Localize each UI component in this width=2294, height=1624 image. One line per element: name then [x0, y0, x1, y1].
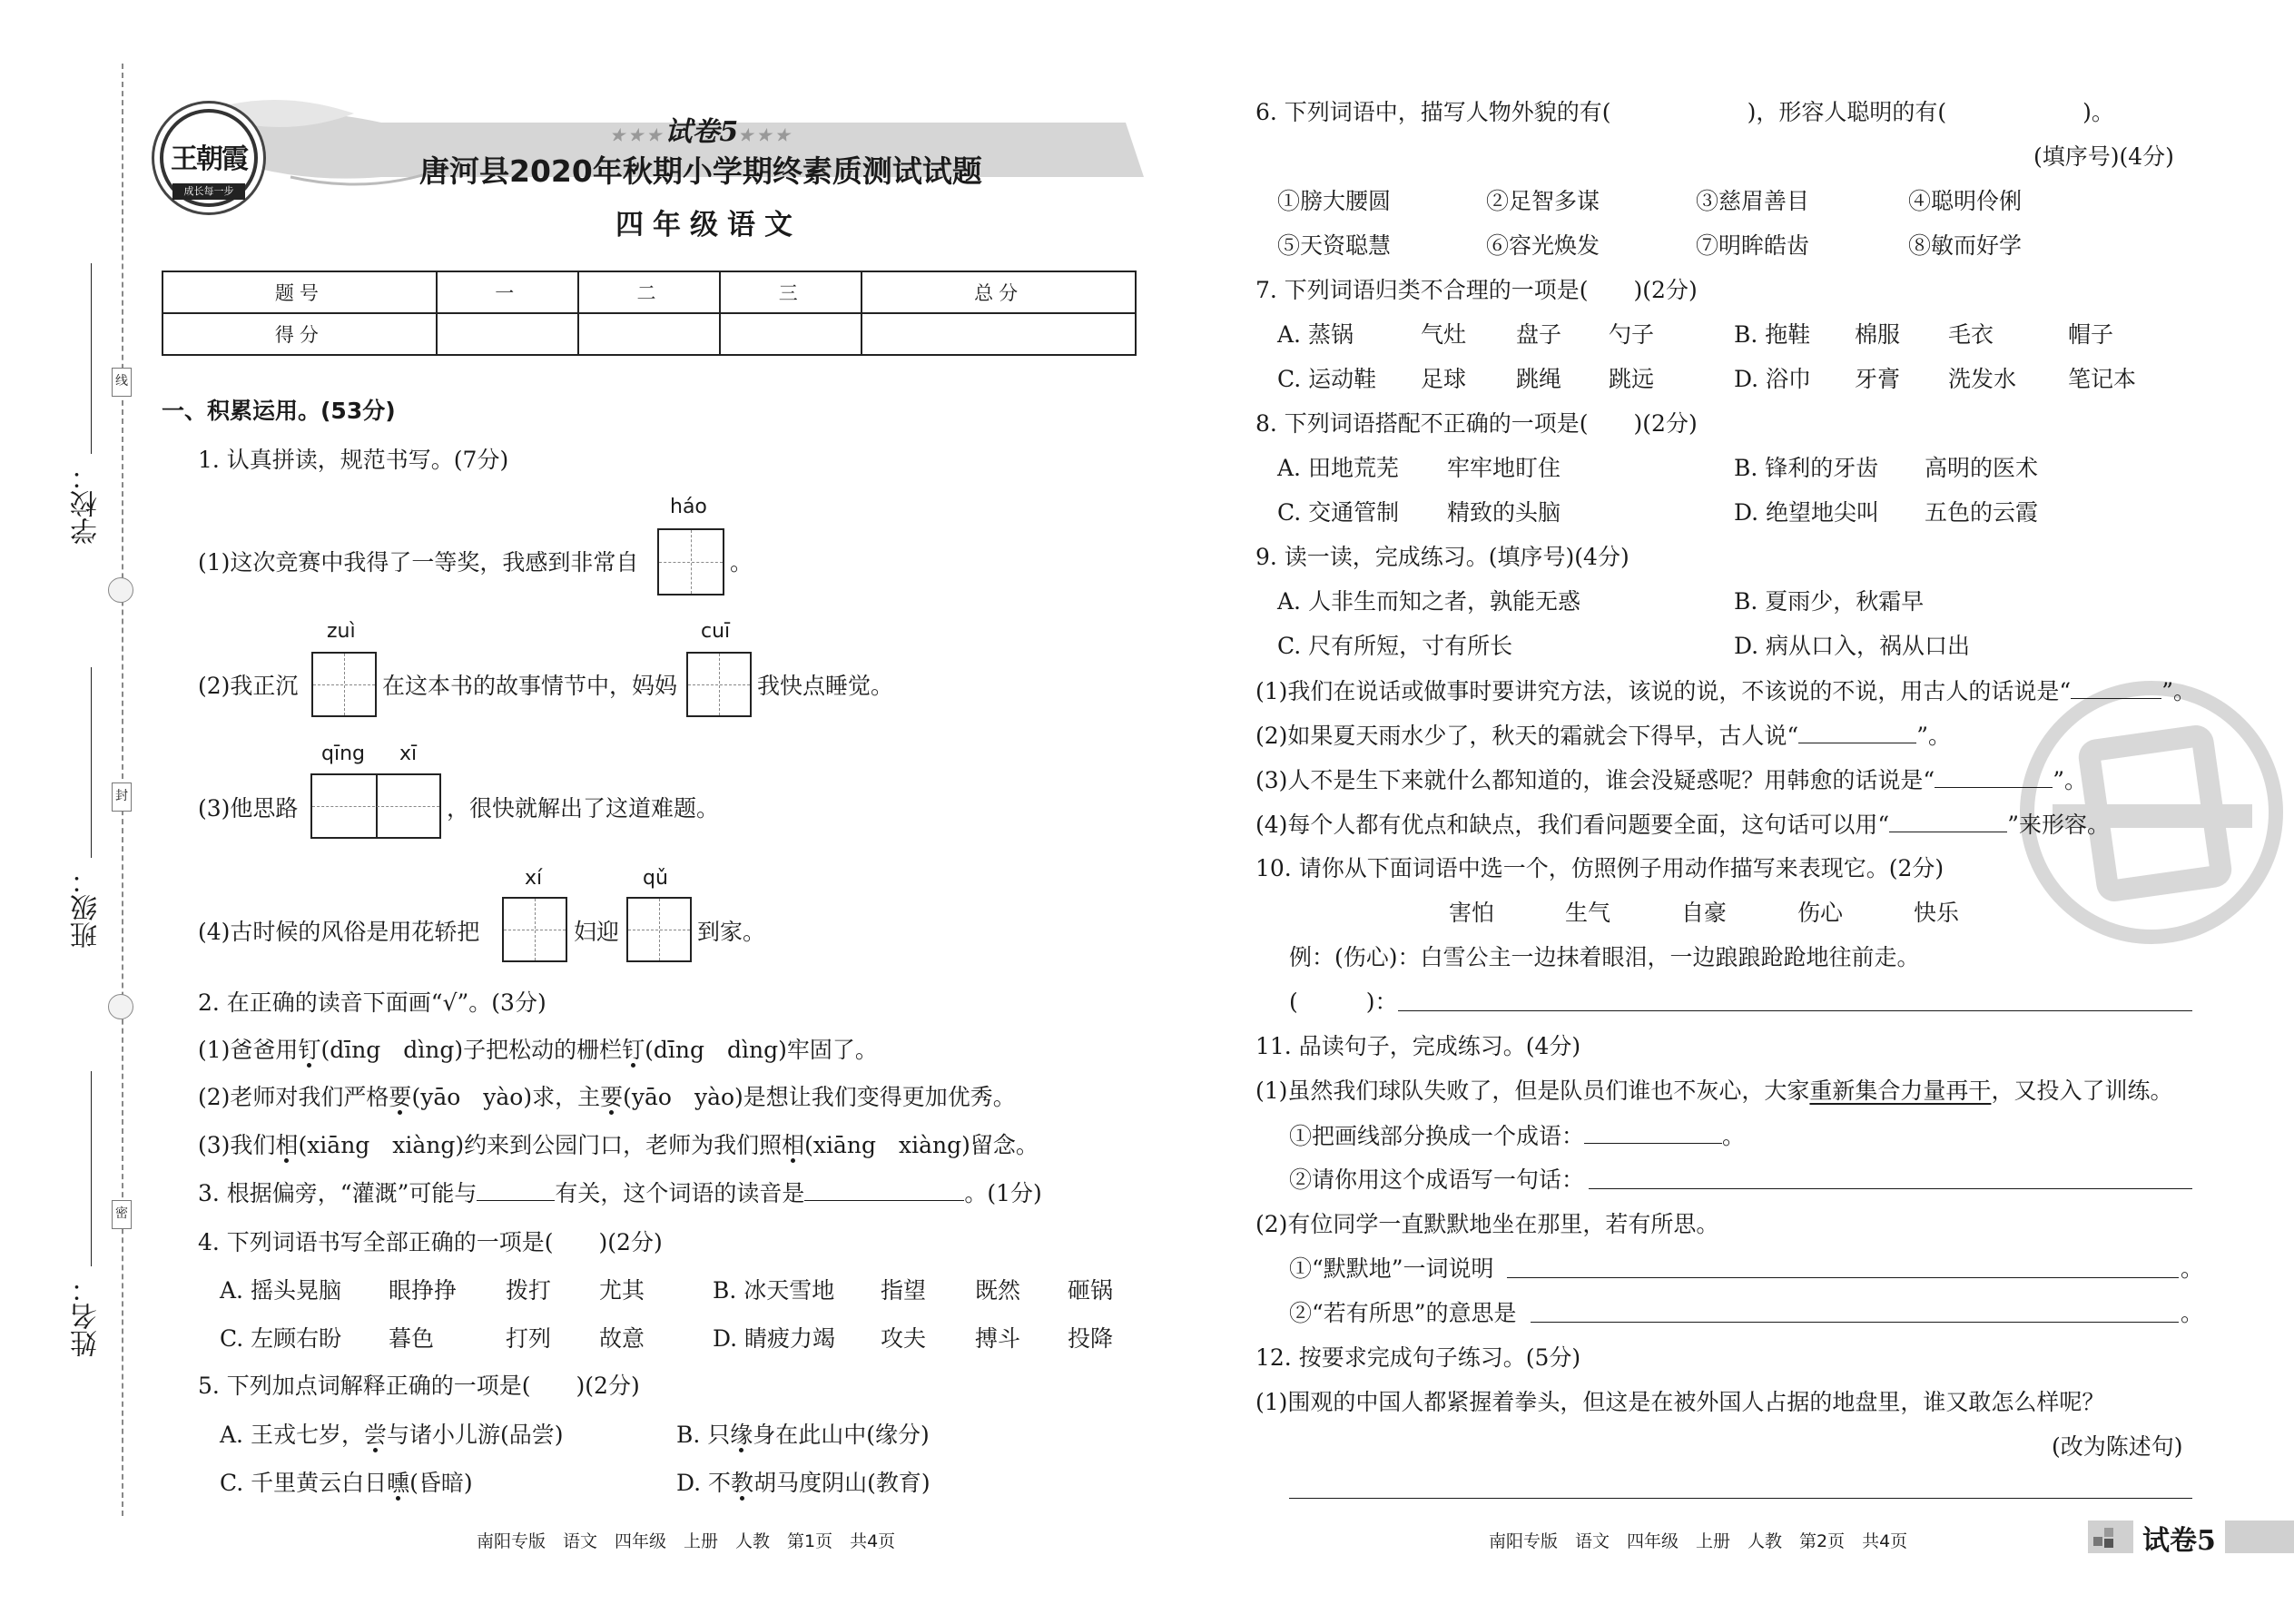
q4-option-a-word: 尤其 — [599, 1277, 645, 1304]
q6-opt: ①膀大腰圆 — [1277, 188, 1392, 214]
q2-1: (1)爸爸用钉(dīng dìng)子把松动的栅栏钉(dīng dìng)牢固了。 — [198, 1037, 878, 1063]
section-1-heading: 一、积累运用。(53分) — [162, 398, 396, 424]
q8-word: 精致的头脑 — [1447, 499, 1561, 526]
q1-1-end: 。 — [730, 549, 753, 576]
q4-option-c-word: 故意 — [599, 1325, 645, 1352]
q7-word: 毛衣 — [1948, 321, 1994, 348]
q7-option-b[interactable]: B. 拖鞋 — [1734, 321, 1811, 348]
pinyin-cui: cuī — [701, 620, 731, 643]
binding-hole — [108, 994, 133, 1019]
tian-grid-divider — [376, 775, 378, 837]
q10-example: 例：(伤心)：白雪公主一边抹着眼泪，一边踉踉跄跄地往前走。 — [1289, 944, 1920, 970]
q6-opt: ⑤天资聪慧 — [1277, 232, 1392, 259]
q10-word: 快乐 — [1914, 900, 1960, 926]
q1-2-text-a: (2)我正沉 — [198, 673, 299, 699]
q9-2: (2)如果夏天雨水少了，秋天的霜就会下得早，古人说“ ”。 — [1255, 720, 1951, 752]
q7-word: 棉服 — [1855, 321, 1901, 348]
q11-1: (1)虽然我们球队失败了，但是队员们谁也不灰心，大家重新集合力量再干，又投入了训练。 — [1255, 1078, 2173, 1104]
q7-option-a[interactable]: A. 蒸锅 — [1277, 321, 1354, 348]
question-1: 1. 认真拼读，规范书写。(7分) — [198, 447, 509, 473]
q4-option-c-word: 打列 — [506, 1325, 552, 1352]
q4-option-d[interactable]: D. 睛疲力竭 — [713, 1325, 836, 1352]
class-label: 班级： — [71, 867, 103, 949]
q2-3: (3)我们相(xiāng xiàng)约来到公园门口，老师为我们照相(xiāng xiàng)留念。 — [198, 1132, 1039, 1158]
answer-blank[interactable] — [1798, 720, 1916, 743]
q9-1: (1)我们在说话或做事时要讲究方法，该说的说，不该说的不说，用古人的话说是“ ”。 — [1255, 675, 2196, 707]
score-cell[interactable] — [861, 313, 1136, 355]
q11-2: (2)有位同学一直默默地坐在那里，若有所思。 — [1255, 1211, 1719, 1237]
q10-word: 自豪 — [1681, 900, 1728, 926]
binding-mark-line: 线 — [112, 368, 132, 397]
q7-word: 气灶 — [1421, 321, 1467, 348]
q4-option-a-word: 拨打 — [506, 1277, 552, 1304]
q4-option-b-word: 指望 — [881, 1277, 927, 1304]
q11-2-ii: ②“若有所思”的意思是 — [1289, 1300, 1517, 1326]
q10-word: 伤心 — [1797, 900, 1844, 926]
tian-grid-box[interactable] — [502, 897, 567, 962]
question-2: 2. 在正确的读音下面画“√”。(3分) — [198, 989, 546, 1016]
score-header-cell: 三 — [720, 271, 861, 313]
q10-word: 生气 — [1565, 900, 1611, 926]
answer-line[interactable] — [1531, 1322, 2179, 1323]
score-row-label: 得分 — [162, 313, 437, 355]
q6-opt: ⑦明眸皓齿 — [1696, 232, 1810, 259]
q12-1: (1)围观的中国人都紧握着拳头，但这是在被外国人占据的地盘里，谁又敢怎么样呢？ — [1255, 1389, 2105, 1415]
answer-blank[interactable] — [477, 1177, 555, 1201]
q8-option-a[interactable]: A. 田地荒芜 — [1277, 455, 1399, 481]
q4-option-a[interactable]: A. 摇头晃脑 — [220, 1277, 341, 1304]
q4-option-d-word: 投降 — [1068, 1325, 1114, 1352]
q1-3-text-b: ，很快就解出了这道难题。 — [447, 795, 720, 822]
q7-word: 跳远 — [1609, 366, 1655, 392]
q2-2: (2)老师对我们严格要(yāo yào)求，主要(yāo yào)是想让我们变得更加优秀。 — [198, 1084, 1016, 1110]
q1-4-text-b: 妇迎 — [574, 919, 620, 945]
score-header-cell: 总分 — [861, 271, 1136, 313]
q9-option-d: D. 病从口入，祸从口出 — [1734, 633, 1971, 659]
q5-option-b[interactable]: B. 只缘身在此山中(缘分) — [676, 1422, 930, 1448]
footer-tag-squares — [2093, 1528, 2121, 1548]
q1-4-text-c: 到家。 — [697, 919, 766, 945]
question-7: 7. 下列词语归类不合理的一项是( )(2分) — [1255, 277, 1698, 303]
brand-logo — [160, 109, 258, 207]
q7-word: 勺子 — [1609, 321, 1655, 348]
answer-line[interactable] — [1589, 1188, 2192, 1189]
footer-right: 南阳专版 语文 四年级 上册 人教 第2页 共4页 — [1489, 1531, 1908, 1551]
q4-option-d-word: 攻夫 — [881, 1325, 927, 1352]
q4-option-b[interactable]: B. 冰天雪地 — [713, 1277, 835, 1304]
score-cell[interactable] — [437, 313, 578, 355]
question-5: 5. 下列加点词解释正确的一项是( )(2分) — [198, 1373, 640, 1399]
q9-option-c: C. 尺有所短，寸有所长 — [1277, 633, 1513, 659]
q7-word: 帽子 — [2068, 321, 2114, 348]
q1-2-text-c: 我快点睡觉。 — [757, 673, 894, 699]
q8-option-c[interactable]: C. 交通管制 — [1277, 499, 1400, 526]
answer-blank[interactable] — [1935, 764, 2053, 788]
q4-option-b-word: 砸锅 — [1068, 1277, 1114, 1304]
question-9: 9. 读一读，完成练习。(填序号)(4分) — [1255, 544, 1629, 570]
pinyin-hao: háo — [670, 496, 707, 518]
q8-word: 五色的云霞 — [1925, 499, 2039, 526]
q1-3-text-a: (3)他思路 — [198, 795, 299, 822]
name-label: 姓名： — [71, 1275, 103, 1357]
pinyin-qing: qīng — [321, 743, 365, 765]
pinyin-xi-2: xí — [525, 867, 543, 890]
q9-option-b: B. 夏雨少，秋霜早 — [1734, 588, 1925, 615]
q10-answer-label: ( )： — [1289, 989, 1398, 1015]
school-field[interactable] — [91, 263, 92, 454]
q7-option-c[interactable]: C. 运动鞋 — [1277, 366, 1377, 392]
answer-line[interactable] — [1398, 1010, 2192, 1011]
q6-opt: ⑧敏而好学 — [1908, 232, 2023, 259]
tian-grid-box[interactable] — [657, 528, 724, 595]
tian-grid-box[interactable] — [626, 897, 692, 962]
q7-option-d[interactable]: D. 浴巾 — [1734, 366, 1812, 392]
binding-mark-secret: 密 — [112, 1200, 132, 1229]
q5-option-d[interactable]: D. 不教胡马度阴山(教育) — [676, 1470, 930, 1496]
q4-option-c[interactable]: C. 左顾右盼 — [220, 1325, 342, 1352]
q4-option-a-word: 眼挣挣 — [389, 1277, 458, 1304]
q11-2-ii-end: 。 — [2181, 1300, 2204, 1326]
class-field[interactable] — [91, 667, 92, 858]
answer-line[interactable] — [1507, 1277, 2179, 1278]
score-header-cell: 题号 — [162, 271, 437, 313]
q6-note: (填序号)(4分) — [2033, 143, 2174, 170]
q11-2-i-end: 。 — [2181, 1255, 2204, 1282]
page-title: 唐河县2020年秋期小学期终素质测试试题 — [419, 153, 982, 189]
score-header-cell: 一 — [437, 271, 578, 313]
q5-option-c[interactable]: C. 千里黄云白日曛(昏暗) — [220, 1470, 473, 1496]
q8-option-d[interactable]: D. 绝望地尖叫 — [1734, 499, 1880, 526]
brand-logo-text: 王朝霞 — [171, 143, 247, 175]
q11-1-i: ①把画线部分换成一个成语： 。 — [1289, 1120, 1745, 1152]
q5-option-a[interactable]: A. 王戎七岁，尝与诸小儿游(品尝) — [220, 1422, 564, 1448]
underlined-phrase: 重新集合力量再干 — [1809, 1078, 1992, 1104]
binding-mark-seal: 封 — [112, 782, 132, 812]
q9-option-a: A. 人非生而知之者，孰能无惑 — [1277, 588, 1580, 615]
question-10: 10. 请你从下面词语中选一个，仿照例子用动作描写来表现它。(2分) — [1255, 855, 1944, 881]
score-cell[interactable] — [578, 313, 720, 355]
q11-2-i: ①“默默地”一词说明 — [1289, 1255, 1494, 1282]
tian-grid-double-box[interactable] — [310, 773, 441, 839]
q7-word: 盘子 — [1516, 321, 1562, 348]
q11-1-ii: ②请你用这个成语写一句话： — [1289, 1166, 1585, 1193]
score-table-score-row — [162, 313, 1136, 355]
brand-logo-subtext: 成长每一步 — [172, 183, 245, 200]
q7-word: 跳绳 — [1516, 366, 1562, 392]
question-8: 8. 下列词语搭配不正确的一项是( )(2分) — [1255, 410, 1698, 437]
q7-word: 洗发水 — [1948, 366, 2017, 392]
pinyin-qu: qǔ — [643, 867, 668, 890]
q9-4: (4)每个人都有优点和缺点，我们看问题要全面，这句话可以用“ ”来形容。 — [1255, 809, 2110, 841]
q1-4-text-a: (4)古时候的风俗是用花轿把 — [198, 919, 480, 945]
binding-hole — [108, 577, 133, 603]
footer-left: 南阳专版 语文 四年级 上册 人教 第1页 共4页 — [477, 1531, 896, 1551]
question-3: 3. 根据偏旁，“灌溉”可能与 有关，这个词语的读音是 。(1分) — [198, 1177, 1042, 1209]
q4-option-c-word: 暮色 — [389, 1325, 435, 1352]
name-field[interactable] — [91, 1071, 92, 1266]
answer-blank[interactable] — [1889, 809, 2007, 832]
school-label: 学校： — [71, 463, 103, 545]
q8-option-b[interactable]: B. 锋利的牙齿 — [1734, 455, 1879, 481]
pinyin-xi: xī — [399, 743, 418, 765]
q1-1-text: (1)这次竞赛中我得了一等奖，我感到非常自 — [198, 549, 639, 576]
tian-grid-box[interactable] — [686, 652, 752, 717]
q6-opt: ③慈眉善目 — [1696, 188, 1810, 214]
pinyin-zui: zuì — [327, 620, 356, 643]
q10-word: 害怕 — [1449, 900, 1495, 926]
q6-opt: ④聪明伶俐 — [1908, 188, 2023, 214]
score-table — [162, 271, 1137, 356]
question-4: 4. 下列词语书写全部正确的一项是( )(2分) — [198, 1229, 663, 1255]
q9-3: (3)人不是生下来就什么都知道的，谁会没疑惑呢？用韩愈的话说是“ ”。 — [1255, 764, 2087, 796]
q4-option-d-word: 搏斗 — [975, 1325, 1021, 1352]
q7-word: 足球 — [1421, 366, 1467, 392]
question-12: 12. 按要求完成句子练习。(5分) — [1255, 1344, 1581, 1371]
q6-opt: ②足智多谋 — [1486, 188, 1600, 214]
question-11: 11. 品读句子，完成练习。(4分) — [1255, 1033, 1581, 1059]
paper-tag: ★★★试卷5★★★ — [610, 116, 793, 148]
q7-word: 牙膏 — [1855, 366, 1901, 392]
question-6: 6. 下列词语中，描写人物外貌的有( )，形容人聪明的有( )。 — [1255, 99, 2114, 125]
footer-paper-tag: 试卷5 — [2133, 1518, 2225, 1558]
q1-2-text-b: 在这本书的故事情节中，妈妈 — [382, 673, 678, 699]
answer-blank[interactable] — [804, 1177, 964, 1201]
q12-1-note: (改为陈述句) — [2052, 1433, 2183, 1460]
q4-option-b-word: 既然 — [975, 1277, 1021, 1304]
q7-word: 笔记本 — [2068, 366, 2137, 392]
tian-grid-box[interactable] — [311, 652, 377, 717]
answer-blank[interactable] — [1584, 1120, 1722, 1144]
page-subtitle: 四年级语文 — [615, 209, 802, 241]
score-cell[interactable] — [720, 313, 861, 355]
q6-opt: ⑥容光焕发 — [1486, 232, 1600, 259]
score-header-cell: 二 — [578, 271, 720, 313]
answer-blank[interactable] — [2071, 675, 2161, 699]
q8-word: 高明的医术 — [1925, 455, 2039, 481]
answer-line[interactable] — [1289, 1498, 2192, 1499]
q8-word: 牢牢地盯住 — [1447, 455, 1561, 481]
score-table-header-row — [162, 271, 1136, 313]
